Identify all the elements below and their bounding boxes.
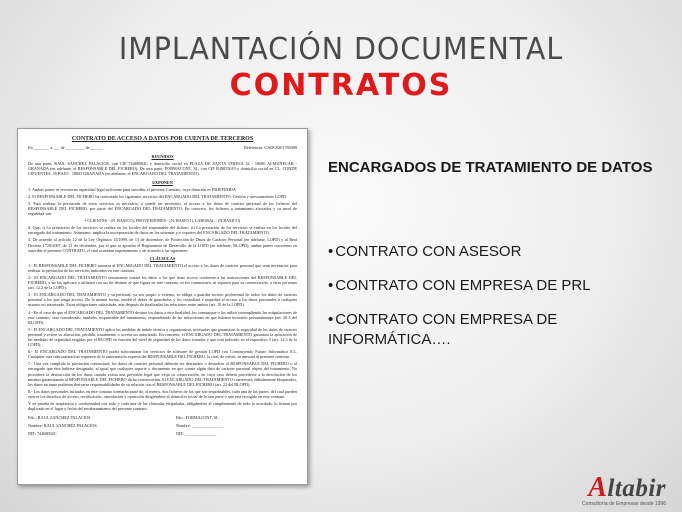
logo-initial: A — [588, 472, 608, 503]
bullet-item — [328, 242, 673, 262]
clausula-item: 2.- El ENCARGADO DEL TRATAMIENTO únicamente tratará los datos a los que tiene acceso conforme a las instrucciones del RESPONSABLE DEL FICHERO, y no los aplicará o utilizará con un fin distinto al que figura en este contrato, ni los comunicará, ni siquiera para su conservación, a otras personas (art. 12.2 de la LOPD). — [28, 274, 297, 291]
section-reunidos: REUNIDOS — [151, 154, 174, 160]
bullet-marker: • — [328, 311, 334, 328]
signature-line: Nombre: _______________ — [175, 423, 224, 429]
slide-title: IMPLANTACIÓN DOCUMENTAL — [118, 32, 564, 67]
clausula-item: 4.- En el caso de que el ENCARGADO DEL TRATAMIENTO destine los datos a otra finalidad, los comunique o los utilice incumpliendo las estipulaciones de este contrato, será considerado, también, responsable del tratamiento, respondiendo de las infracciones en que hubiera incurrido personalmente (art. 20.3 del RLOPD). — [28, 309, 297, 325]
exponen-item: 2. El RESPONSABLE DEL FICHERO ha contratado los siguientes servicios del ENCARGADO DEL TRATAMIENTO: Gestión y asesoramiento LOPD. — [28, 193, 287, 199]
contract-document-image — [17, 128, 308, 485]
signature-line: Fdo.: FORMACONT, SL — [175, 415, 219, 421]
section-exponen: EXPONEN — [152, 179, 173, 185]
signature-line: Fdo.: RAUL SANCHEZ PALACIOS — [28, 415, 91, 421]
bullet-text: CONTRATO CON EMPRESA DE PRL — [335, 277, 591, 294]
altabir-logo — [582, 472, 666, 507]
exponen-item: 1. Ambas partes se reconocen capacidad legal suficiente para suscribir el presente Contrato, cuya duración es INDEFINIDA. — [28, 186, 237, 192]
contract-title: CONTRATO DE ACCESO A DATOS POR CUENTA DE TERCEROS — [71, 136, 254, 142]
slide-subtitle: CONTRATOS — [229, 68, 453, 103]
clausula-item: 6.- El ENCARGADO DEL TRATAMIENTO podrá subcontratar los servicios de software de gestión LOPD con Construyendo Futuro Informático S.L. Cualquier otra subcontratación requerirá de la autorización expresa del RESPONSABLE DEL FICHERO, la cual, de existir, se anexará al presente contrato. — [28, 349, 297, 360]
signature-right — [176, 415, 297, 439]
exponen-item: 5. De acuerdo al artículo 12 de la Ley Orgánica 15/1999, de 13 de diciembre, de Protección de Datos de Carácter Personal (en adelante, LOPD) y al Real Decreto 1720/2007, de 21 de diciembre, por el que se aprueba el Reglamento de Desarrollo de la LOPD (en adelante, RLOPD), ambas partes convienen en suscribir el presente CONTRATO, el cual acuerdan expresamente y de acuerdo a las siguientes: — [28, 237, 297, 253]
clausula-item: 7.- Una vez cumplida la prestación contractual, los datos de carácter personal deberán ser destruidos o devueltos al RESPONSABLE DEL FICHERO o al encargado que éste hubiese designado, al igual que cualquier soporte o documento en que conste algún dato de carácter personal objeto del tratamiento. No procederá la destrucción de los datos cuando exista una previsión legal que exija su conservación, en cuyo caso deberá procederse a la devolución de los mismos garantizando al RESPONSABLE DEL FICHERO dicha conservación. El ENCARGADO DEL TRATAMIENTO conservará, debidamente bloqueados, los datos en tanto pudieran derivarse responsabilidades de su relación con el RESPONSABLE DEL FICHERO (art. 22 del RLOPD). — [28, 361, 297, 387]
bullet-list — [328, 242, 673, 364]
bullet-text: CONTRATO CON EMPRESA DE INFORMÁTICA…. — [328, 311, 558, 348]
panel-heading: ENCARGADOS DE TRATAMIENTO DE DATOS — [328, 159, 653, 176]
exponen-item: 3. Para realizar la prestación de estos servicios es necesario, o puede ser necesario, el acceso a los datos de carácter personal de los ficheros del RESPONSABLE DEL FICHERO, por parte del ENCARGADO DEL TRATAMIENTO. En concreto, los ficheros a tratamiento afectados y su nivel de seguridad son: — [28, 200, 297, 217]
signature-left — [28, 415, 149, 439]
clausula-item: 3.- El ENCARGADO DEL TRATAMIENTO y su personal, ya sea propio o externo, se obliga a guardar secreto profesional de todos los datos de carácter personal a los que tenga acceso. De la misma forma, tendrá el deber de guardarlos y los custodiará e impedirá el acceso a los datos personales a cualquier usuario no autorizado. Estas obligaciones subsistirán, aún después de finalizadas las relaciones entre ambos (art. 10 de la LOPD). — [28, 292, 297, 308]
signature-line: NIF: 74468092C — [28, 431, 57, 437]
bullet-item — [328, 310, 673, 350]
logo-rest: ltabir — [607, 475, 666, 502]
contract-reference: Referencia: CADC0201780489 — [244, 145, 297, 151]
logo-wordmark — [582, 472, 666, 504]
clausula-item: 5.- El ENCARGADO DEL TRATAMIENTO aplica las medidas de índole técnica y organizativas necesarias que garanticen la seguridad de los datos de carácter personal y eviten su alteración, pérdida, tratamiento o acceso no autorizado. En concreto, el ENCARGADO DEL TRATAMIENTO garantiza la aplicación de las medidas de seguridad exigidas por el RLOPD en función del nivel de seguridad de los datos tratados y que está indicado en el expositivo 3 (art. 12.3 de la LOPD). — [28, 326, 297, 348]
signature-block — [28, 415, 297, 439]
exponen-item: • CLIENTES - (N. BASICO), PROVEEDORES - (N. BASICO), LABORAL - (N.BASICO) — [84, 218, 241, 224]
contract-header-row — [28, 145, 297, 150]
section-clausulas: CLÁUSULAS — [149, 255, 176, 261]
closing-text: Y en prueba de aceptación y conformidad con todo y cada una de las cláusulas estipuladas, obligándose al cumplimiento de todo lo acordado, lo firman por duplicado en el lugar y fecha del encabezamiento del presente contrato. — [28, 401, 297, 412]
bullet-item — [328, 276, 673, 296]
bullet-marker: • — [328, 277, 334, 294]
bullet-text: CONTRATO CON ASESOR — [335, 243, 522, 260]
signature-line: Nombre: RAUL SANCHEZ PALACIOS — [28, 423, 97, 429]
exponen-item: 4. Que: i) La prestación de los servicios se realiza en los locales del responsable del fichero. ii) La prestación de los servicios se realiza en los locales del encargado del tratamiento. Asimismo, implica la incorporación de datos en los sistemas y/o soportes del ENCARGADO DEL TRATAMIENTO. — [28, 225, 297, 236]
reunidos-text: De una parte, RAUL SANCHEZ PALACIOS, con CIF 74468092C y domicilio social en PLAZA DE SANTA TERESA 32 - 18690 ALMUÑECAR - GRANADA (en adelante, el RESPONSABLE DEL FICHERO). De otra parte, FORMACONT, SL, con CIF B18055019 y domicilio social en CL. CONDE CIFUENTES, 35 BAJO - 18005 GRANADA (en adelante, el ENCARGADO DEL TRATAMIENTO). — [28, 161, 297, 177]
logo-tagline: Consultoría de Empresas desde 1996 — [582, 501, 666, 507]
clausula-item: 8.- Los datos personales incluidos en este contrato formarán parte de, al menos, dos ficheros de los que son responsables, cada una de las partes, del cual pueden ejercer los derechos de acceso, rectificación, cancelación y oposición dirigiéndose al domicilio social de la otra parte o que está recogido en este contrato. — [28, 388, 297, 399]
clausula-item: 1.- El RESPONSABLE DEL FICHERO autoriza al ENCARGADO DEL TRATAMIENTO el acceso a los datos de carácter personal que sean necesarios para realizar la prestación de los servicios indicados en este contrato. — [28, 262, 297, 273]
contract-date-line: En _______, a ___ de _________ de ______ — [28, 145, 104, 151]
signature-line: NIF: _______________ — [175, 431, 217, 437]
bullet-marker: • — [328, 243, 334, 260]
